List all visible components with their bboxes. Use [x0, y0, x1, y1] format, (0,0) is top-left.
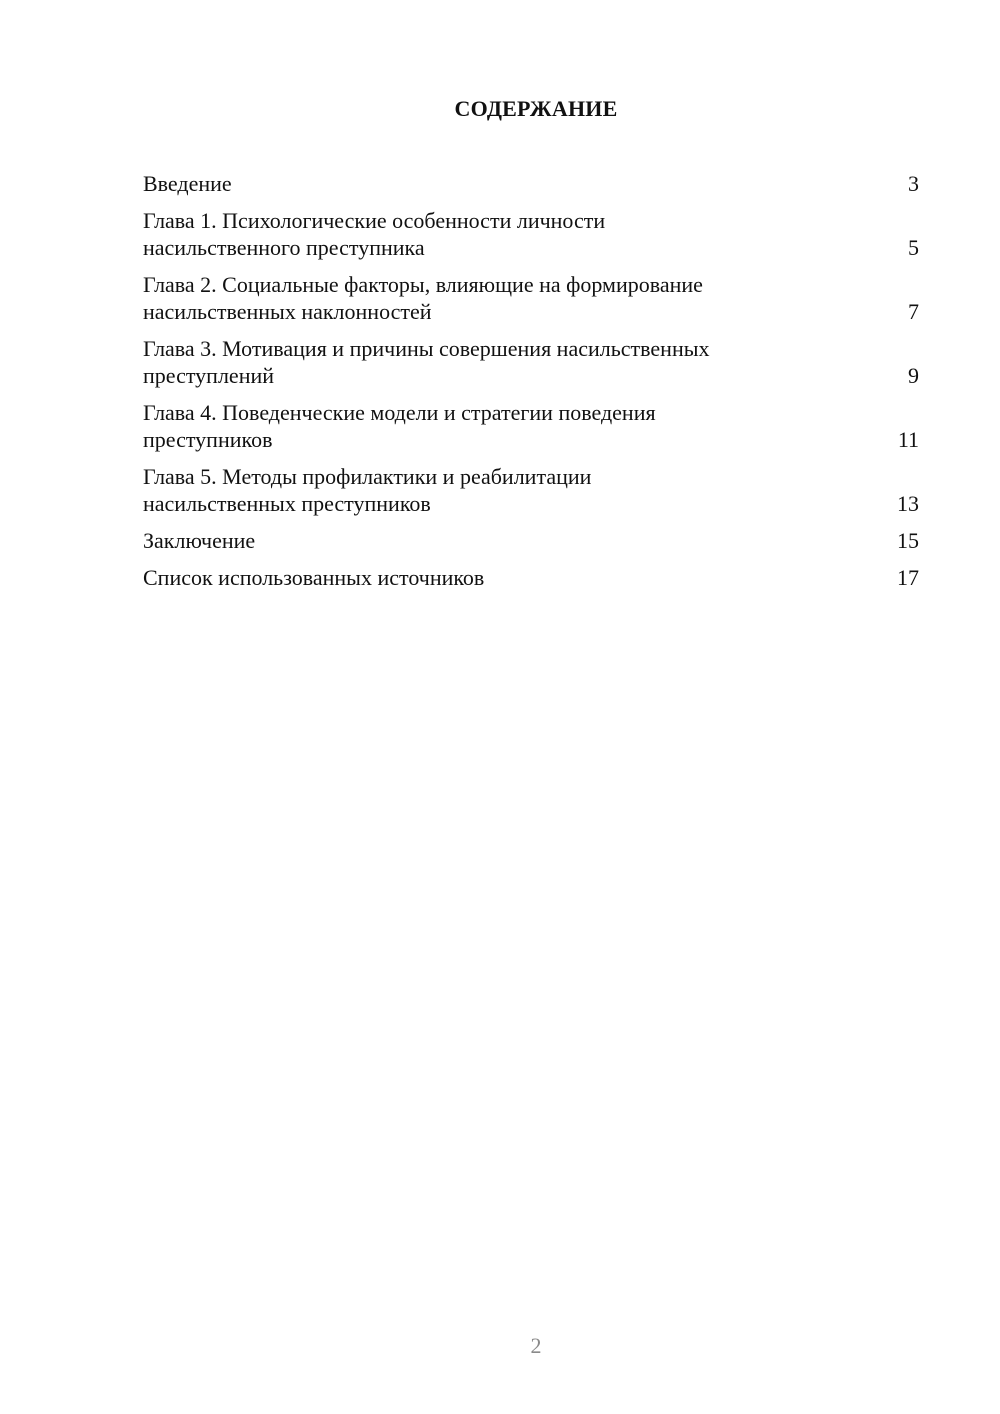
toc-entry-title [143, 463, 591, 517]
toc-entry-title [143, 399, 656, 453]
toc-entry-title-line: Глава 2. Социальные факторы, влияющие на формирование [143, 272, 703, 297]
page-title: СОДЕРЖАНИЕ [454, 96, 618, 121]
toc-entry-page-number: 9 [908, 363, 919, 388]
toc-entry-chapter-1 [143, 207, 919, 261]
toc-entry-references [143, 564, 919, 591]
toc-entry-title-line: насильственного преступника [143, 235, 425, 260]
toc-entry-chapter-2 [143, 271, 919, 325]
toc-entry-title [143, 271, 703, 325]
toc-entry-title-line: преступников [143, 427, 273, 452]
toc-entry-title [143, 170, 232, 197]
toc-entry-chapter-5 [143, 463, 919, 517]
toc-entry-chapter-4 [143, 399, 919, 453]
toc-entry-title [143, 335, 710, 389]
toc-entry-title-line: Заключение [143, 528, 256, 553]
toc-entry-title-line: насильственных преступников [143, 491, 431, 516]
toc-entry-page-number: 11 [897, 427, 919, 452]
toc-entry-title-line: Введение [143, 171, 232, 196]
toc-entry-title-line: Глава 4. Поведенческие модели и стратегии поведения [143, 400, 656, 425]
toc-entry-page-number: 3 [908, 171, 919, 196]
toc-entry-page-number: 15 [897, 528, 919, 553]
toc-entry-conclusion [143, 527, 919, 554]
toc-entry-page-number: 5 [908, 235, 919, 260]
page-number: 2 [530, 1333, 542, 1358]
toc-entry-title [143, 564, 484, 591]
toc-entry-title-line: Глава 5. Методы профилактики и реабилитации [143, 464, 592, 489]
toc-entry-title-line: Глава 1. Психологические особенности личности [143, 208, 606, 233]
toc-entry-introduction [143, 170, 919, 197]
toc-entry-page-number: 7 [908, 299, 919, 324]
toc-entry-title [143, 207, 605, 261]
toc-entry-chapter-3 [143, 335, 919, 389]
toc-entry-page-number: 13 [897, 491, 919, 516]
toc-entry-title-line: преступлений [143, 363, 275, 388]
toc-entry-title-line: Список использованных источников [143, 565, 485, 590]
table-of-contents [143, 170, 919, 601]
toc-entry-title-line: Глава 3. Мотивация и причины совершения насильственных [143, 336, 710, 361]
toc-entry-title [143, 527, 255, 554]
toc-entry-title-line: насильственных наклонностей [143, 299, 432, 324]
toc-entry-page-number: 17 [897, 565, 919, 590]
